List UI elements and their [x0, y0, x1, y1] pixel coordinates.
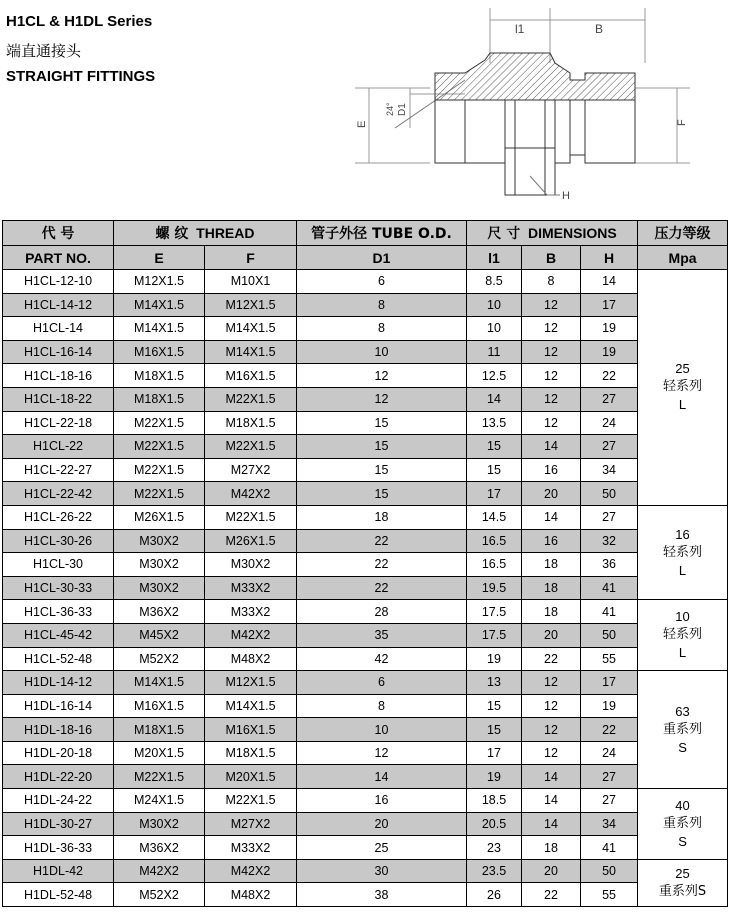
pressure-rating [638, 789, 728, 860]
cell-d1: 14 [297, 765, 467, 789]
cell-e: M30X2 [114, 529, 205, 553]
cell-h: 32 [581, 529, 638, 553]
cell-e: M18X1.5 [114, 387, 205, 411]
cell-f: M18X1.5 [205, 741, 297, 765]
pressure-code: L [678, 562, 687, 578]
pressure-header-zh: 压力等级 [638, 221, 728, 246]
cell-b: 18 [522, 576, 581, 600]
cell-h: 14 [581, 270, 638, 294]
cell-e: M36X2 [114, 600, 205, 624]
cell-e: M14X1.5 [114, 293, 205, 317]
table-row [3, 482, 728, 506]
cell-b: 12 [522, 694, 581, 718]
table-row [3, 435, 728, 459]
b-header: B [522, 246, 581, 270]
cell-f: M22X1.5 [205, 505, 297, 529]
cell-e: M22X1.5 [114, 435, 205, 459]
cell-b: 8 [522, 270, 581, 294]
cell-e: M12X1.5 [114, 270, 205, 294]
cell-h: 17 [581, 293, 638, 317]
cell-e: M24X1.5 [114, 789, 205, 813]
cell-h: 27 [581, 505, 638, 529]
cell-f: M12X1.5 [205, 671, 297, 695]
cell-h: 27 [581, 789, 638, 813]
cell-part: H1DL-30-27 [3, 812, 114, 836]
cell-h: 55 [581, 883, 638, 907]
cell-part: H1DL-22-20 [3, 765, 114, 789]
e-header: E [114, 246, 205, 270]
cell-part: H1CL-12-10 [3, 270, 114, 294]
cell-b: 14 [522, 789, 581, 813]
pressure-series: 重系列 [663, 815, 703, 831]
table-row [3, 553, 728, 577]
thread-header [114, 221, 297, 246]
cell-d1: 42 [297, 647, 467, 671]
cell-e: M16X1.5 [114, 340, 205, 364]
cell-e: M22X1.5 [114, 482, 205, 506]
cell-f: M48X2 [205, 647, 297, 671]
cell-b: 20 [522, 859, 581, 883]
tube-od-header: 管子外径 TUBE O.D. [297, 221, 467, 246]
cell-h: 50 [581, 482, 638, 506]
l1-header: l1 [467, 246, 522, 270]
table-row [3, 270, 728, 294]
pressure-code: S [678, 739, 687, 755]
cell-h: 55 [581, 647, 638, 671]
cell-part: H1CL-22-42 [3, 482, 114, 506]
table-row [3, 741, 728, 765]
pressure-rating [638, 270, 728, 506]
cell-f: M33X2 [205, 576, 297, 600]
cell-l1: 10 [467, 317, 522, 341]
cell-l1: 19.5 [467, 576, 522, 600]
cell-part: H1CL-52-48 [3, 647, 114, 671]
pressure-rating [638, 859, 728, 906]
cell-d1: 38 [297, 883, 467, 907]
table-row [3, 340, 728, 364]
cell-d1: 22 [297, 529, 467, 553]
cell-part: H1CL-14 [3, 317, 114, 341]
chinese-title: 端直通接头 [6, 42, 82, 60]
cell-e: M22X1.5 [114, 458, 205, 482]
cell-b: 22 [522, 647, 581, 671]
pressure-code: S [678, 833, 687, 849]
pressure-value: 25 [675, 361, 690, 377]
table-row [3, 789, 728, 813]
pressure-code: L [678, 397, 687, 413]
cell-l1: 23 [467, 836, 522, 860]
cell-e: M18X1.5 [114, 364, 205, 388]
cell-part: H1DL-16-14 [3, 694, 114, 718]
dim-f-label: F [676, 119, 688, 126]
cell-b: 20 [522, 482, 581, 506]
table-row [3, 718, 728, 742]
cell-part: H1CL-22-18 [3, 411, 114, 435]
table-row [3, 293, 728, 317]
cell-d1: 12 [297, 387, 467, 411]
cell-l1: 15 [467, 458, 522, 482]
cell-d1: 18 [297, 505, 467, 529]
table-row [3, 836, 728, 860]
cell-part: H1CL-30-26 [3, 529, 114, 553]
cell-h: 22 [581, 718, 638, 742]
cell-h: 17 [581, 671, 638, 695]
f-header: F [205, 246, 297, 270]
cell-h: 41 [581, 836, 638, 860]
cell-l1: 17 [467, 482, 522, 506]
cell-l1: 15 [467, 435, 522, 459]
cell-f: M27X2 [205, 812, 297, 836]
cell-l1: 16.5 [467, 553, 522, 577]
cell-b: 12 [522, 387, 581, 411]
cell-d1: 15 [297, 482, 467, 506]
cell-d1: 8 [297, 694, 467, 718]
cell-b: 12 [522, 364, 581, 388]
cell-e: M14X1.5 [114, 671, 205, 695]
cell-l1: 14.5 [467, 505, 522, 529]
table-row [3, 411, 728, 435]
cell-b: 12 [522, 671, 581, 695]
cell-part: H1CL-22-27 [3, 458, 114, 482]
cell-f: M48X2 [205, 883, 297, 907]
cell-d1: 22 [297, 576, 467, 600]
dim-h-label: H [562, 190, 570, 202]
cell-l1: 8.5 [467, 270, 522, 294]
cell-d1: 15 [297, 411, 467, 435]
cell-l1: 19 [467, 647, 522, 671]
cell-e: M42X2 [114, 859, 205, 883]
table-row [3, 387, 728, 411]
cell-e: M52X2 [114, 647, 205, 671]
cell-f: M14X1.5 [205, 340, 297, 364]
table-row [3, 317, 728, 341]
cell-f: M18X1.5 [205, 411, 297, 435]
cell-f: M33X2 [205, 600, 297, 624]
cell-d1: 10 [297, 718, 467, 742]
cell-l1: 18.5 [467, 789, 522, 813]
cell-l1: 10 [467, 293, 522, 317]
cell-part: H1CL-30 [3, 553, 114, 577]
cell-l1: 17.5 [467, 623, 522, 647]
cell-b: 14 [522, 435, 581, 459]
cell-d1: 25 [297, 836, 467, 860]
cell-b: 12 [522, 293, 581, 317]
part-no-header-zh: 代 号 [3, 221, 114, 246]
cell-e: M30X2 [114, 812, 205, 836]
cell-b: 12 [522, 317, 581, 341]
pressure-series: 重系列S [658, 883, 707, 899]
dimensions-header [467, 221, 638, 246]
pressure-unit-header: Mpa [638, 246, 728, 270]
cell-l1: 26 [467, 883, 522, 907]
cell-f: M14X1.5 [205, 694, 297, 718]
cell-h: 34 [581, 458, 638, 482]
cell-b: 12 [522, 741, 581, 765]
cell-h: 27 [581, 765, 638, 789]
cell-part: H1CL-16-14 [3, 340, 114, 364]
cell-f: M22X1.5 [205, 789, 297, 813]
cell-part: H1CL-22 [3, 435, 114, 459]
cell-e: M36X2 [114, 836, 205, 860]
cell-d1: 35 [297, 623, 467, 647]
cell-part: H1CL-18-16 [3, 364, 114, 388]
cell-d1: 12 [297, 364, 467, 388]
cell-b: 14 [522, 812, 581, 836]
pressure-series: 轻系列 [663, 379, 703, 395]
cell-f: M22X1.5 [205, 435, 297, 459]
cell-h: 41 [581, 576, 638, 600]
cell-f: M10X1 [205, 270, 297, 294]
table-row [3, 505, 728, 529]
cell-d1: 15 [297, 458, 467, 482]
table-row [3, 694, 728, 718]
cell-f: M16X1.5 [205, 364, 297, 388]
dim-b-label: B [595, 22, 604, 36]
cell-part: H1CL-36-33 [3, 600, 114, 624]
series-title: H1CL & H1DL Series [6, 13, 153, 30]
cell-e: M18X1.5 [114, 718, 205, 742]
cell-e: M22X1.5 [114, 765, 205, 789]
cell-part: H1CL-30-33 [3, 576, 114, 600]
cell-h: 19 [581, 317, 638, 341]
cell-d1: 8 [297, 293, 467, 317]
dim-angle-label: 24° [385, 102, 395, 116]
cell-part: H1DL-42 [3, 859, 114, 883]
dimensions-header-zh: 尺 寸 [487, 226, 521, 242]
cell-h: 34 [581, 812, 638, 836]
cell-part: H1DL-20-18 [3, 741, 114, 765]
cell-b: 16 [522, 529, 581, 553]
cell-l1: 23.5 [467, 859, 522, 883]
fitting-drawing [355, 8, 690, 208]
table-row [3, 458, 728, 482]
pressure-series: 轻系列 [663, 544, 703, 560]
cell-e: M52X2 [114, 883, 205, 907]
cell-b: 20 [522, 623, 581, 647]
cell-e: M26X1.5 [114, 505, 205, 529]
cell-d1: 10 [297, 340, 467, 364]
pressure-value: 63 [675, 703, 690, 719]
pressure-value: 40 [675, 797, 690, 813]
cell-part: H1DL-24-22 [3, 789, 114, 813]
cell-f: M30X2 [205, 553, 297, 577]
dim-l1-label: l1 [515, 22, 525, 36]
table-row [3, 671, 728, 695]
part-no-header: PART NO. [3, 246, 114, 270]
cell-b: 18 [522, 836, 581, 860]
cell-b: 12 [522, 411, 581, 435]
cell-part: H1CL-26-22 [3, 505, 114, 529]
pressure-value: 10 [675, 609, 690, 625]
table-body [3, 270, 728, 907]
cell-l1: 14 [467, 387, 522, 411]
cell-l1: 13.5 [467, 411, 522, 435]
cell-b: 18 [522, 600, 581, 624]
table-row [3, 647, 728, 671]
cell-h: 22 [581, 364, 638, 388]
cell-b: 14 [522, 505, 581, 529]
cell-h: 36 [581, 553, 638, 577]
table-row [3, 812, 728, 836]
cell-f: M42X2 [205, 623, 297, 647]
cell-e: M22X1.5 [114, 411, 205, 435]
cell-l1: 11 [467, 340, 522, 364]
cell-part: H1DL-52-48 [3, 883, 114, 907]
cell-l1: 20.5 [467, 812, 522, 836]
table-row [3, 623, 728, 647]
cell-b: 18 [522, 553, 581, 577]
cell-e: M16X1.5 [114, 694, 205, 718]
dim-e-label: E [356, 120, 368, 128]
table-row [3, 600, 728, 624]
pressure-code: L [678, 645, 687, 661]
cell-f: M42X2 [205, 482, 297, 506]
cell-h: 41 [581, 600, 638, 624]
english-title: STRAIGHT FITTINGS [6, 68, 156, 85]
table-row [3, 364, 728, 388]
cell-d1: 16 [297, 789, 467, 813]
cell-f: M22X1.5 [205, 387, 297, 411]
cell-d1: 6 [297, 671, 467, 695]
cell-d1: 20 [297, 812, 467, 836]
d1-header: D1 [297, 246, 467, 270]
cell-h: 19 [581, 694, 638, 718]
cell-h: 19 [581, 340, 638, 364]
pressure-rating [638, 600, 728, 671]
table-row [3, 765, 728, 789]
cell-part: H1CL-14-12 [3, 293, 114, 317]
table-row [3, 529, 728, 553]
cell-h: 50 [581, 623, 638, 647]
cell-f: M33X2 [205, 836, 297, 860]
cell-f: M42X2 [205, 859, 297, 883]
cell-d1: 28 [297, 600, 467, 624]
dimensions-header-en: DIMENSIONS [528, 225, 617, 241]
cell-f: M12X1.5 [205, 293, 297, 317]
cell-f: M27X2 [205, 458, 297, 482]
cell-e: M14X1.5 [114, 317, 205, 341]
cell-e: M30X2 [114, 553, 205, 577]
cell-l1: 19 [467, 765, 522, 789]
cell-l1: 15 [467, 694, 522, 718]
cell-d1: 8 [297, 317, 467, 341]
cell-l1: 12.5 [467, 364, 522, 388]
cell-l1: 15 [467, 718, 522, 742]
cell-f: M16X1.5 [205, 718, 297, 742]
cell-f: M20X1.5 [205, 765, 297, 789]
cell-d1: 12 [297, 741, 467, 765]
cell-e: M30X2 [114, 576, 205, 600]
cell-f: M14X1.5 [205, 317, 297, 341]
pressure-value: 16 [675, 526, 690, 542]
cell-l1: 13 [467, 671, 522, 695]
table-row [3, 859, 728, 883]
cell-l1: 17 [467, 741, 522, 765]
thread-header-zh: 螺 纹 [155, 226, 189, 242]
cell-b: 22 [522, 883, 581, 907]
cell-part: H1DL-18-16 [3, 718, 114, 742]
h-header: H [581, 246, 638, 270]
table-row [3, 883, 728, 907]
cell-b: 12 [522, 718, 581, 742]
cell-e: M45X2 [114, 623, 205, 647]
pressure-series: 轻系列 [663, 627, 703, 643]
cell-h: 50 [581, 859, 638, 883]
cell-h: 27 [581, 387, 638, 411]
cell-l1: 16.5 [467, 529, 522, 553]
cell-e: M20X1.5 [114, 741, 205, 765]
cell-d1: 30 [297, 859, 467, 883]
dim-d1-label: D1 [397, 103, 408, 116]
fitting-outline [355, 8, 690, 195]
cell-part: H1CL-18-22 [3, 387, 114, 411]
cell-f: M26X1.5 [205, 529, 297, 553]
cell-part: H1CL-45-42 [3, 623, 114, 647]
pressure-series: 重系列 [663, 721, 703, 737]
cell-part: H1DL-36-33 [3, 836, 114, 860]
cell-b: 16 [522, 458, 581, 482]
table-row [3, 576, 728, 600]
pressure-rating [638, 505, 728, 599]
cell-l1: 17.5 [467, 600, 522, 624]
cell-b: 12 [522, 340, 581, 364]
cell-b: 14 [522, 765, 581, 789]
cell-h: 24 [581, 411, 638, 435]
pressure-rating [638, 671, 728, 789]
pressure-value: 25 [675, 865, 690, 881]
cell-part: H1DL-14-12 [3, 671, 114, 695]
fittings-table [2, 220, 728, 907]
cell-h: 24 [581, 741, 638, 765]
thread-header-en: THREAD [196, 225, 255, 241]
cell-d1: 15 [297, 435, 467, 459]
cell-d1: 22 [297, 553, 467, 577]
cell-d1: 6 [297, 270, 467, 294]
cell-h: 27 [581, 435, 638, 459]
